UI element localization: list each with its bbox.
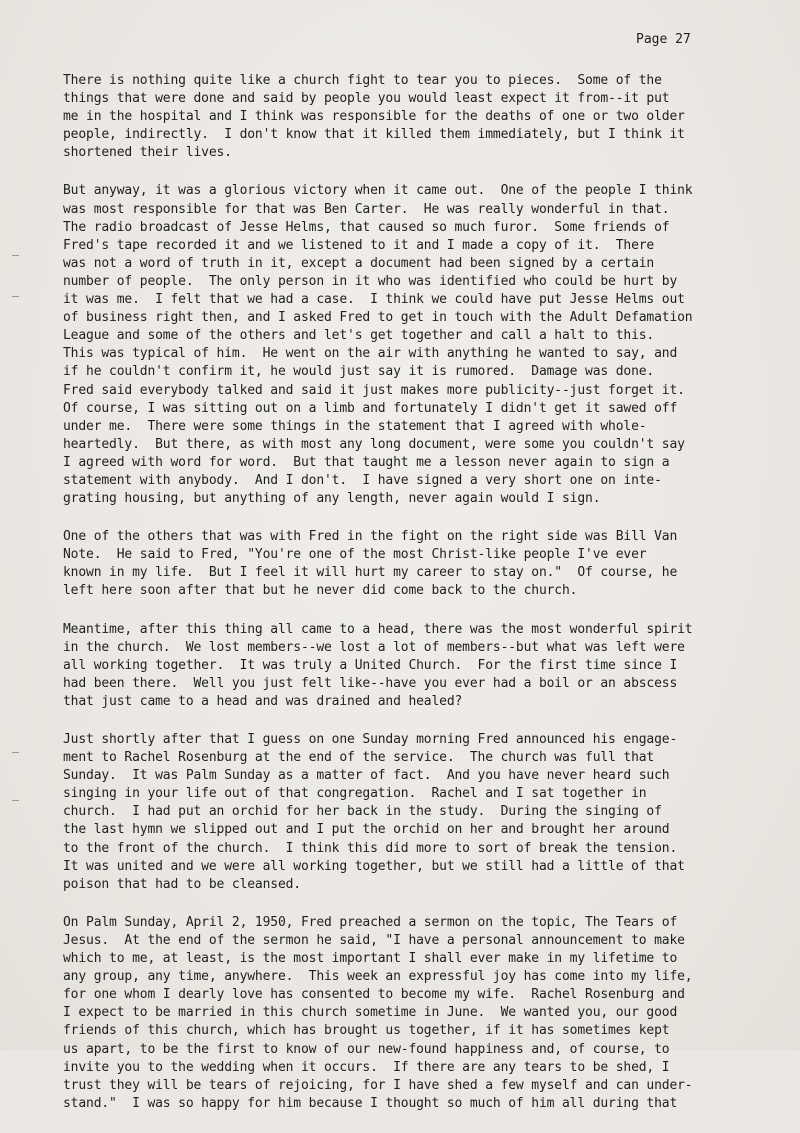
document-body [63,72,753,1133]
text-line: I expect to be married in this church sometime in June. We wanted you, our good [63,1005,678,1021]
paragraph [63,72,753,162]
text-line: was most responsible for that was Ben Carter. He was really wonderful in that. [63,201,670,217]
text-line: things that were done and said by people you would least expect it from--it put [63,91,670,107]
text-line: Just shortly after that I guess on one Sunday morning Fred announced his engage- [63,732,678,747]
text-line: people, indirectly. I don't know that it killed them immediately, but I think it [63,127,685,143]
text-line: stand." I was so happy for him because I thought so much of him all during that [63,1095,678,1111]
text-line: church. I had put an orchid for her back in the study. During the singing of [63,804,662,820]
page-number: Page 27 [636,32,691,47]
text-line: One of the others that was with Fred in the fight on the right side was Bill Van [63,529,678,545]
text-line: to the front of the church. I think this did more to sort of break the tension. [63,840,678,856]
text-line: Of course, I was sitting out on a limb and fortunately I didn't get it sawed off [63,400,678,416]
text-line: This was typical of him. He went on the air with anything he wanted to say, and [63,346,678,362]
text-line: singing in your life out of that congregation. Rachel and I sat together in [63,786,647,802]
text-line: It was united and we were all working together, but we still had a little of that [63,858,685,874]
text-line: ment to Rachel Rosenburg at the end of the service. The church was full that [63,750,655,766]
text-line: statement with anybody. And I don't. I have signed a very short one on inte- [63,472,662,488]
text-line: I agreed with word for word. But that taught me a lesson never again to sign a [63,454,670,470]
margin-mark [12,255,19,256]
text-line: grating housing, but anything of any length, never again would I sign. [63,491,601,507]
text-line: any group, any time, anywhere. This week an expressful joy has come into my life, [63,969,693,985]
text-line: trust they will be tears of rejoicing, for I have shed a few myself and can under- [63,1077,693,1093]
text-line: number of people. The only person in it who was identified who could be hurt by [63,273,678,289]
text-line: left here soon after that but he never did come back to the church. [63,583,578,599]
margin-mark [12,800,19,801]
text-line: Fred's tape recorded it and we listened to it and I made a copy of it. There [63,237,655,253]
text-line: poison that had to be cleansed. [63,876,301,892]
text-line: for one whom I dearly love has consented to become my wife. Rachel Rosenburg and [63,987,685,1003]
margin-mark [12,296,19,297]
paragraph [63,528,753,600]
paragraph [63,731,753,894]
text-line: under me. There were some things in the statement that I agreed with whole- [63,418,647,434]
text-line: friends of this church, which has brought us together, if it has sometimes kept [63,1023,670,1039]
text-line: in the church. We lost members--we lost a lot of members--but what was left were [63,639,685,655]
text-line: that just came to a head and was drained and healed? [63,693,463,709]
text-line: had been there. Well you just felt like--have you ever had a boil or an abscess [63,675,678,691]
text-line: if he couldn't confirm it, he would just say it is rumored. Damage was done. [63,364,655,380]
text-line: Meantime, after this thing all came to a head, there was the most wonderful spirit [63,621,693,637]
text-line: shortened their lives. [63,145,232,161]
text-line: all working together. It was truly a United Church. For the first time since I [63,657,678,673]
text-line: There is nothing quite like a church fight to tear you to pieces. Some of the [63,73,662,88]
paragraph [63,621,753,711]
text-line: invite you to the wedding when it occurs. If there are any tears to be shed, I [63,1059,670,1075]
text-line: the last hymn we slipped out and I put the orchid on her and brought her around [63,822,670,838]
text-line: us apart, to be the first to know of our new-found happiness and, of course, to [63,1041,670,1057]
margin-mark [12,752,19,753]
text-line: On Palm Sunday, April 2, 1950, Fred preached a sermon on the topic, The Tears of [63,914,678,930]
text-line: Note. He said to Fred, "You're one of the most Christ-like people I've ever [63,547,647,563]
text-line: League and some of the others and let's get together and call a halt to this. [63,328,655,344]
text-line: me in the hospital and I think was responsible for the deaths of one or two older [63,109,685,125]
text-line: Fred said everybody talked and said it just makes more publicity--just forget it. [63,382,685,398]
text-line: Sunday. It was Palm Sunday as a matter of fact. And you have never heard such [63,768,670,784]
text-line: which to me, at least, is the most important I shall ever make in my lifetime to [63,951,678,967]
text-line: it was me. I felt that we had a case. I think we could have put Jesse Helms out [63,292,685,308]
text-line: known in my life. But I feel it will hurt my career to stay on." Of course, he [63,565,678,581]
text-line: Jesus. At the end of the sermon he said, "I have a personal announcement to make [63,932,685,948]
text-line: But anyway, it was a glorious victory when it came out. One of the people I think [63,183,693,199]
text-line: was not a word of truth in it, except a document had been signed by a certain [63,255,655,271]
paragraph [63,914,753,1113]
text-line: of business right then, and I asked Fred to get in touch with the Adult Defamation [63,310,693,326]
text-line: heartedly. But there, as with most any long document, were some you couldn't say [63,436,685,452]
text-line: The radio broadcast of Jesse Helms, that caused so much furor. Some friends of [63,219,670,235]
paragraph [63,182,753,508]
